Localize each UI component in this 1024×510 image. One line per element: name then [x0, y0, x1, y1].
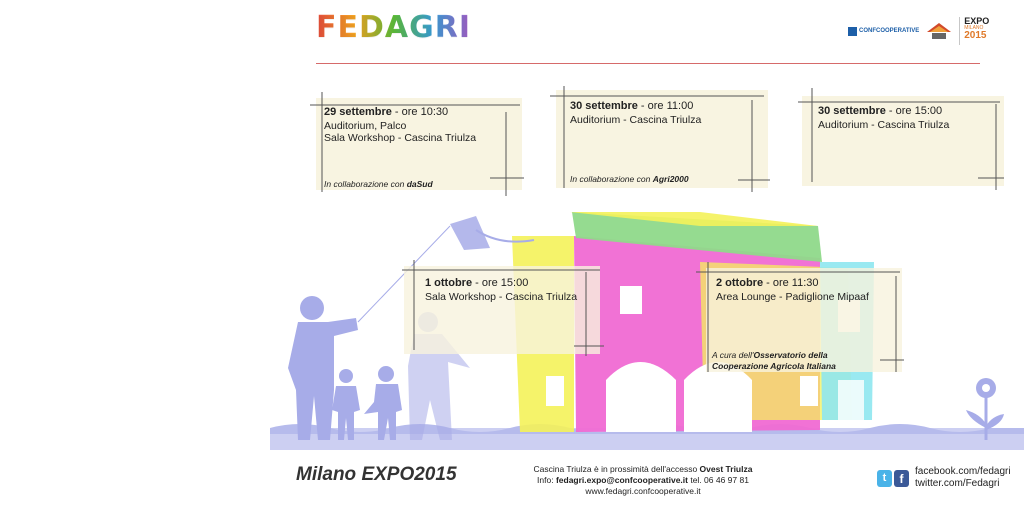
footer-website-link[interactable]: www.fedagri.confcooperative.it [585, 486, 701, 496]
twitter-icon[interactable]: t [877, 470, 892, 487]
arch-right [684, 362, 752, 432]
child-1-head [339, 369, 353, 383]
expo-word: EXPO [964, 16, 990, 26]
event-2-note: In collaborazione con Agri2000 [570, 174, 689, 184]
flower-leaf-left [966, 410, 986, 428]
expo-city: MILANO [964, 25, 984, 31]
confcooperative-name: CONFCOOPERATIVE [859, 28, 920, 34]
event-5-note-1: A cura dell'Osservatorio della [712, 350, 828, 360]
door [838, 380, 864, 420]
window-2 [546, 376, 564, 406]
event-1-location-1: Auditorium, Palco [324, 120, 407, 132]
event-3-date: 30 settembre - ore 15:00 [818, 105, 943, 117]
flower-center [982, 384, 990, 392]
footer-city: Milano EXPO2015 [296, 464, 457, 485]
facebook-link[interactable]: facebook.com/fedagri [915, 466, 1011, 477]
footer-info-line-2: Info: fedagri.expo@confcooperative.it tel. 06 46 97 81 [537, 475, 749, 485]
footer-info-line-1: Cascina Triulza è in prossimità dell'accesso Ovest Triulza [533, 464, 753, 474]
kite [450, 216, 490, 250]
event-3-location-1: Auditorium - Cascina Triulza [818, 119, 950, 131]
flower-leaf-right [986, 414, 1004, 430]
event-1-note: In collaborazione con daSud [324, 179, 433, 189]
social-links [877, 466, 1011, 490]
event-4-location-1: Sala Workshop - Cascina Triulza [425, 291, 578, 303]
event-2-date: 30 settembre - ore 11:00 [570, 100, 694, 112]
footer-info [528, 464, 758, 497]
expo-year: 2015 [964, 30, 987, 41]
event-1-date: 29 settembre - ore 10:30 [324, 106, 449, 118]
footer-email-link[interactable]: fedagri.expo@confcooperative.it [555, 475, 688, 485]
event-5-location-1: Area Lounge - Padiglione Mipaaf [716, 291, 869, 303]
window-1 [620, 286, 642, 314]
window-3 [800, 376, 818, 406]
social-icons [877, 470, 909, 487]
father-head [300, 296, 324, 320]
twitter-link[interactable]: twitter.com/Fedagri [915, 478, 1000, 489]
arch-left [606, 362, 676, 432]
event-5-note-2: Cooperazione Agricola Italiana [712, 361, 836, 371]
child-2-head [378, 366, 394, 382]
event-2-location-1: Auditorium - Cascina Triulza [570, 114, 702, 126]
event-4-date: 1 ottobre - ore 15:00 [425, 277, 529, 289]
event-1-location-2: Sala Workshop - Cascina Triulza [324, 132, 477, 144]
social-links-text [915, 466, 1011, 490]
facebook-icon[interactable]: f [894, 470, 909, 487]
fedagri-logo[interactable]: FEDAGRI [316, 10, 471, 45]
event-5-date: 2 ottobre - ore 11:30 [716, 277, 819, 289]
